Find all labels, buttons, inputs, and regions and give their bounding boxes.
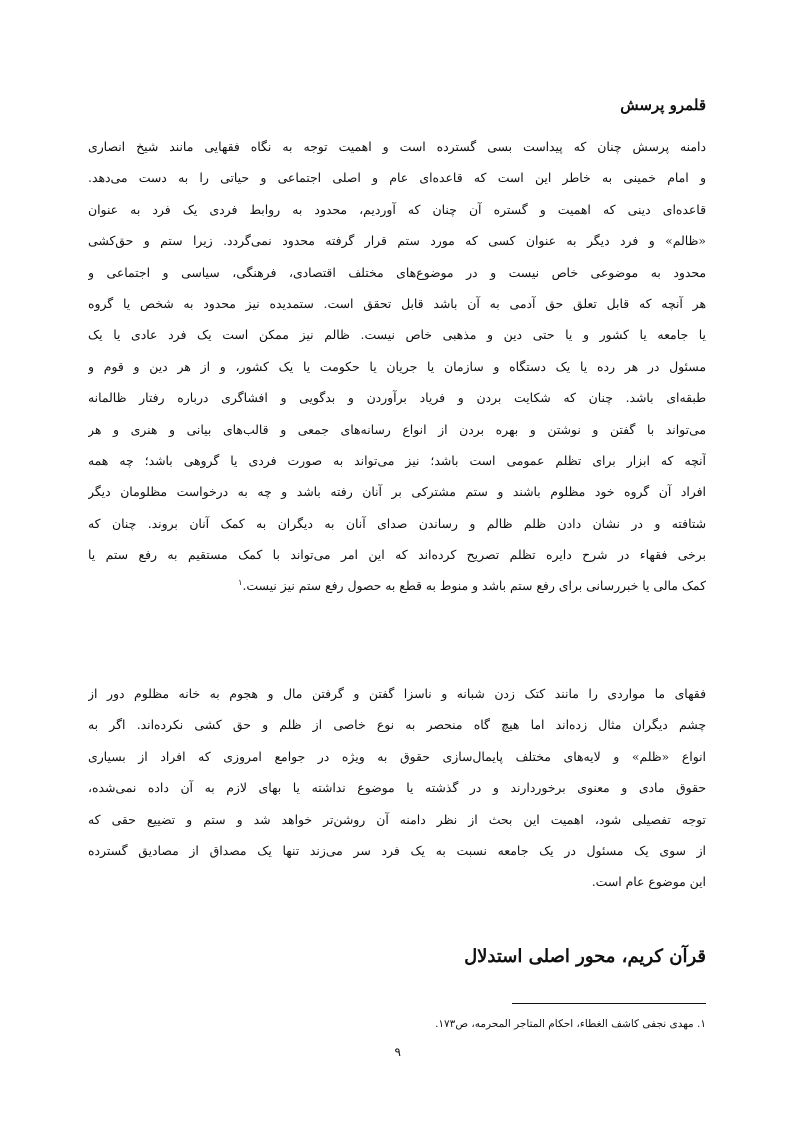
paragraph-line: از سوی یک مسئول در یک جامعه نسبت به یک فرد سر می‌زند تنها یک مصداق از مصادیق گسترده bbox=[88, 842, 706, 858]
paragraph-line bbox=[88, 570, 706, 601]
paragraph-line: یا جامعه یا کشور و یا حتی دین و مذهبی خاص نیست. ظالم نیز ممکن است یک فرد عادی یا یک bbox=[88, 327, 706, 343]
paragraph-scope bbox=[88, 131, 706, 602]
footnote-divider bbox=[512, 1003, 706, 1004]
footnote: ١. مهدی نجفی کاشف الغطاء، احکام المتاجر المحرمه، ص١٧٣. bbox=[435, 1018, 706, 1030]
paragraph-line: مسئول در هر رده یا یک دستگاه و سازمان یا جریان یا حکومت یا یک کشور، و از هر دین و قوم و bbox=[88, 358, 706, 374]
document-page bbox=[88, 0, 706, 1123]
paragraph-line: این موضوع عام است. bbox=[591, 874, 706, 890]
paragraph-line: «ظالم» و فرد دیگر به عنوان کسی که مورد ستم قرار گرفته محدود نمی‌گردد. زیرا ستم و حق‌کشی bbox=[88, 233, 706, 249]
paragraph-line: هر آنچه که قابل تعلق حق آدمی به آن باشد قابل تحقق است. ستمدیده نیز محدود به شخص یا گروه bbox=[88, 295, 706, 311]
paragraph-line: محدود به موضوعی خاص نیست و در موضوع‌های مختلف اقتصادی، فرهنگی، سیاسی و اجتماعی و bbox=[88, 264, 706, 280]
footnote-reference[interactable]: ١ bbox=[238, 578, 243, 588]
paragraph-line: توجه تفصیلی شود، اهمیت این بحث از نظر دامنه آن روشن‌تر خواهد شد و ستم و تضییع حقی که bbox=[88, 811, 706, 827]
paragraph-line: دامنه پرسش چنان که پیداست بسی گسترده است و اهمیت توجه به نگاه فقهایی مانند شیخ انصاری bbox=[88, 139, 706, 154]
paragraph-line: طبقه‌ای باشد. چنان که شکایت بردن و فریاد برآوردن و بدگویی و افشاگری درباره رفتار ظالمانه bbox=[88, 390, 706, 406]
page-number: ٩ bbox=[394, 1045, 401, 1059]
paragraph-line: حقوق مادی و معنوی برخوردارند و در گذشته یا موضوع نداشته یا بهای لازم به آن داده نمی‌شده، bbox=[88, 780, 706, 796]
paragraph-line: و امام خمینی به خاطر این است که قاعده‌ای عام و اصلی اجتماعی و حیاتی را به دست می‌دهد. bbox=[88, 170, 706, 186]
section-title: قرآن کریم، محور اصلی استدلال bbox=[464, 946, 706, 967]
paragraph-line: می‌تواند با گفتن و نوشتن و بهره بردن از انواع رسانه‌های جمعی و قالب‌های بیانی و هنری و هر bbox=[88, 421, 706, 437]
paragraph-line: افراد آن گروه خود مظلوم باشند و ستم مشترکی بر آنان رفته باشد و چه به درخواست مظلومان دیگر bbox=[88, 484, 706, 500]
paragraph-line: شتافته و در نشان دادن ظلم ظالم و رساندن صدای آنان به دیگران به کمک آنان بروند. چنان که bbox=[88, 515, 706, 531]
paragraph-line: فقهای ما مواردی را مانند کتک زدن شبانه و ناسزا گفتن و گرفتن مال و هجوم به خانه مظلوم دور از bbox=[88, 686, 706, 701]
paragraph-line: برخی فقهاء در شرح دایره تظلم تصریح کرده‌اند که این امر می‌تواند با کمک مستقیم به رفع ستم یا bbox=[88, 547, 706, 563]
paragraph-line: چشم دیگران مثال زده‌اند اما هیچ گاه منحصر به نوع خاصی از ظلم و حق کشی نکرده‌اند. اگر به bbox=[88, 717, 706, 733]
paragraph-examples bbox=[88, 678, 706, 898]
paragraph-line: قاعده‌ای دینی که اهمیت و گستره آن چنان که آوردیم، محدود به روابط فردی یک فرد به عنوان bbox=[88, 201, 706, 217]
paragraph-line-text: کمک مالی یا خبررسانی برای رفع ستم باشد و منوط به قطع به حصول رفع ستم نیز نیست. bbox=[242, 578, 706, 594]
paragraph-line: انواع «ظلم» و لایه‌های مختلف پایمال‌سازی حقوق به ویژه در جوامع امروزی که افراد از بسیاری bbox=[88, 748, 706, 764]
subsection-heading: قلمرو پرسش bbox=[620, 96, 706, 114]
paragraph-line: آنچه که ابزار برای تظلم عمومی است باشد؛ نیز می‌تواند به صورت فردی یا گروهی باشد؛ چه همه bbox=[88, 452, 706, 468]
